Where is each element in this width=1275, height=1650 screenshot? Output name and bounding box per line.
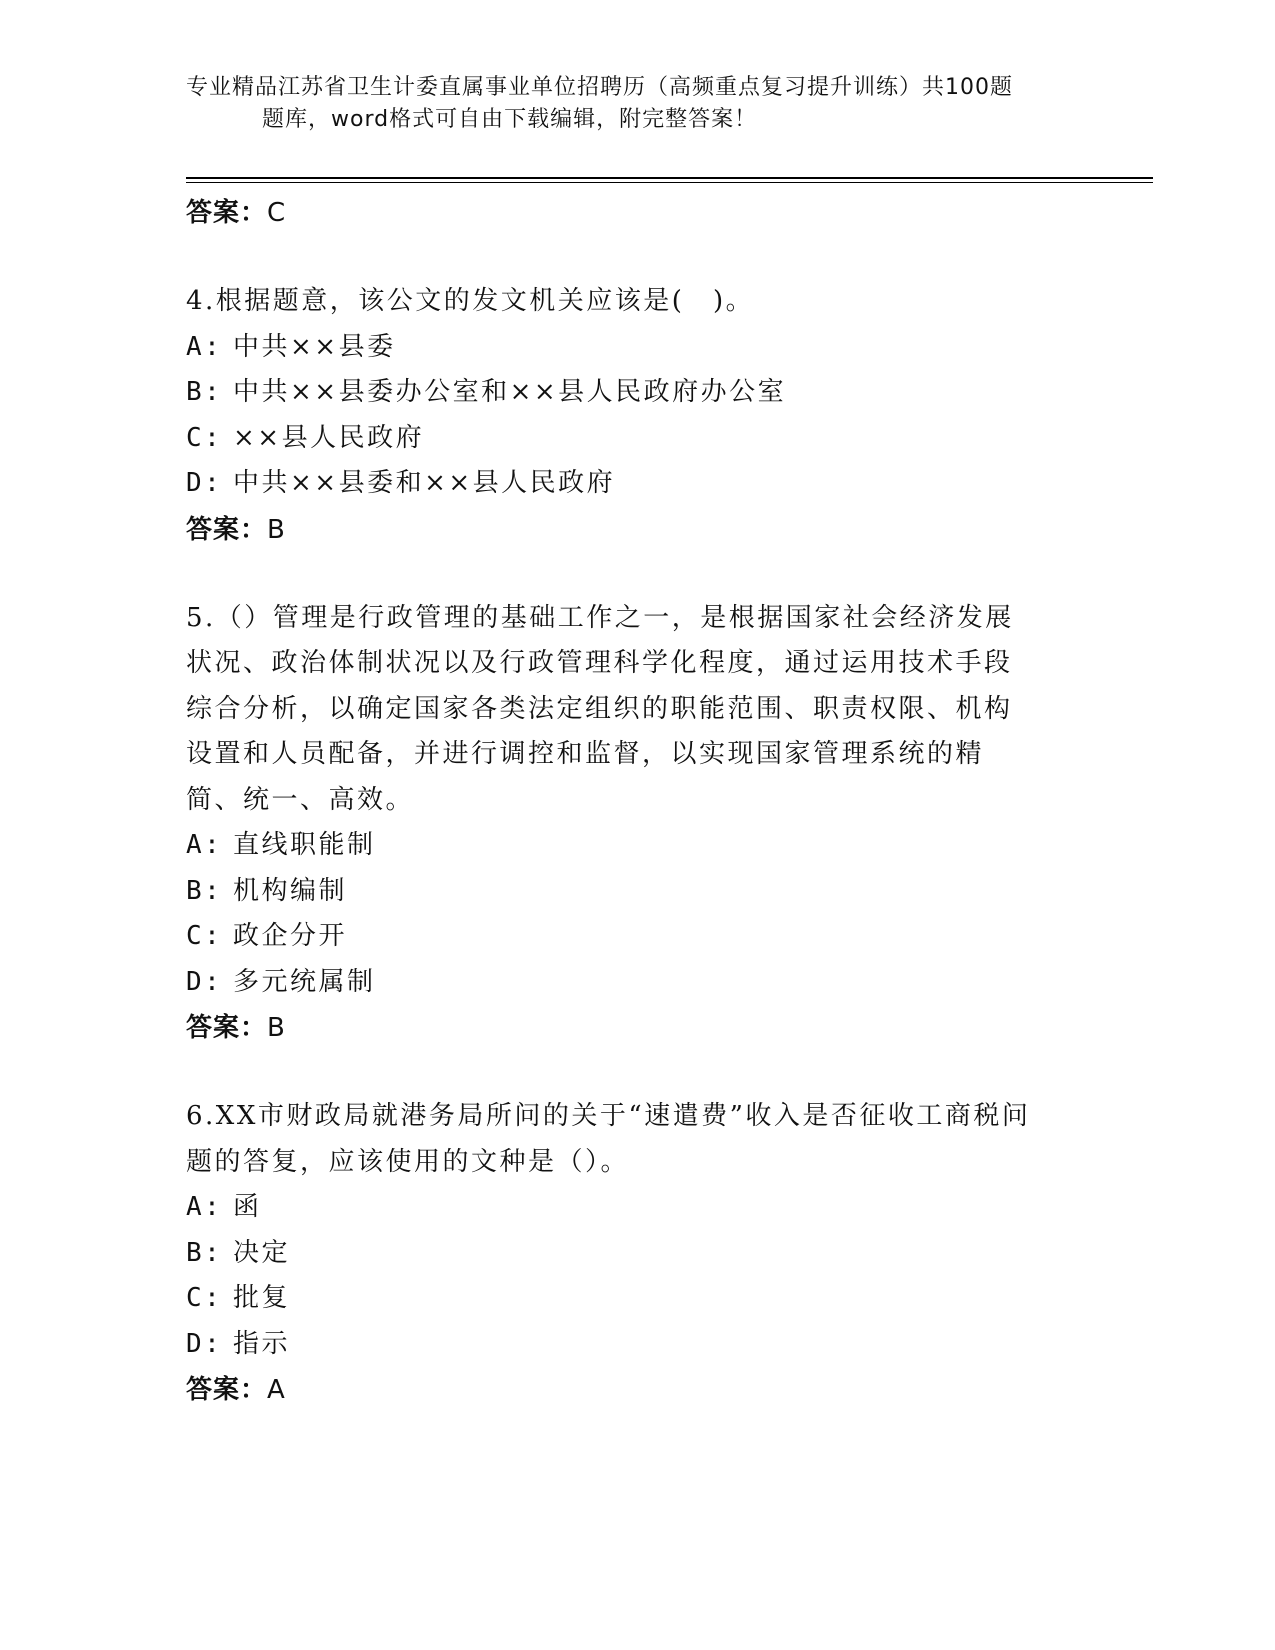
header-divider-thick [186,177,1153,179]
option-text: 中共××县委 [233,331,396,362]
option-c [186,1276,1086,1322]
question-stem: 4.根据题意，该公文的发文机关应该是( )。 [186,286,755,316]
option-letter: C: [186,422,223,453]
option-b [186,370,1086,416]
answer-line [186,507,1086,553]
header-title-line2: 题库，word格式可自由下载编辑，附完整答案！ [262,107,758,132]
option-letter: A: [186,1192,223,1222]
option-text: 函 [233,1192,262,1222]
answer-line [186,1005,1086,1051]
answer-label: 答案： [186,1375,268,1405]
option-text: 政企分开 [233,921,348,951]
answer-line [186,190,1086,236]
answer-value: B [267,514,286,545]
option-letter: B: [186,377,223,407]
option-text: 多元统属制 [233,966,376,997]
option-a [186,1185,1086,1231]
option-letter: D: [186,468,223,498]
option-letter: D: [186,966,223,997]
page-header [186,72,1086,136]
header-divider-thin [186,182,1153,183]
option-letter: D: [186,1328,223,1359]
option-letter: C: [186,1283,223,1313]
option-text: 机构编制 [233,875,348,906]
answer-label: 答案： [186,1013,268,1043]
question-4 [186,279,1086,553]
option-text: 指示 [233,1328,291,1359]
option-c [186,914,1086,960]
option-text: 决定 [233,1237,291,1268]
option-b [186,869,1086,915]
question-stem: 5.（）管理是行政管理的基础工作之一，是根据国家社会经济发展状况、政治体制状况以及行政管理科学化程度，通过运用技术手段综合分析，以确定国家各类法定组织的职能范围、职责权限、机构设置和人员配备，并进行调控和监督，以实现国家管理系统的精简、统一、高效。 [186,602,1014,815]
option-letter: A: [186,830,223,860]
option-letter: A: [186,331,223,362]
option-c [186,416,1086,462]
option-d [186,461,1086,507]
option-d [186,1322,1086,1368]
option-a [186,823,1086,869]
option-text: 中共××县委办公室和××县人民政府办公室 [233,377,787,407]
header-title-line1: 专业精品江苏省卫生计委直属事业单位招聘历（高频重点复习提升训练）共100题 [186,75,1013,100]
option-text: 直线职能制 [233,830,376,860]
option-text: ××县人民政府 [233,422,425,453]
question-stem: 6.XX市财政局就港务局所问的关于“速遣费”收入是否征收工商税问题的答复，应该使用的文种是（）。 [186,1101,1031,1177]
question-6 [186,1094,1086,1413]
option-text: 批复 [233,1283,291,1313]
option-letter: C: [186,921,223,951]
option-a [186,325,1086,371]
answer-label: 答案： [186,514,268,545]
answer-value: C [267,198,287,228]
option-b [186,1231,1086,1277]
option-d [186,960,1086,1006]
answer-value: B [267,1013,286,1043]
question-content [186,190,1086,1413]
answer-label: 答案： [186,198,268,228]
option-letter: B: [186,875,223,906]
option-text: 中共××县委和××县人民政府 [233,468,616,498]
answer-value: A [267,1375,286,1405]
question-5 [186,596,1086,1052]
option-letter: B: [186,1237,223,1268]
answer-line [186,1367,1086,1413]
